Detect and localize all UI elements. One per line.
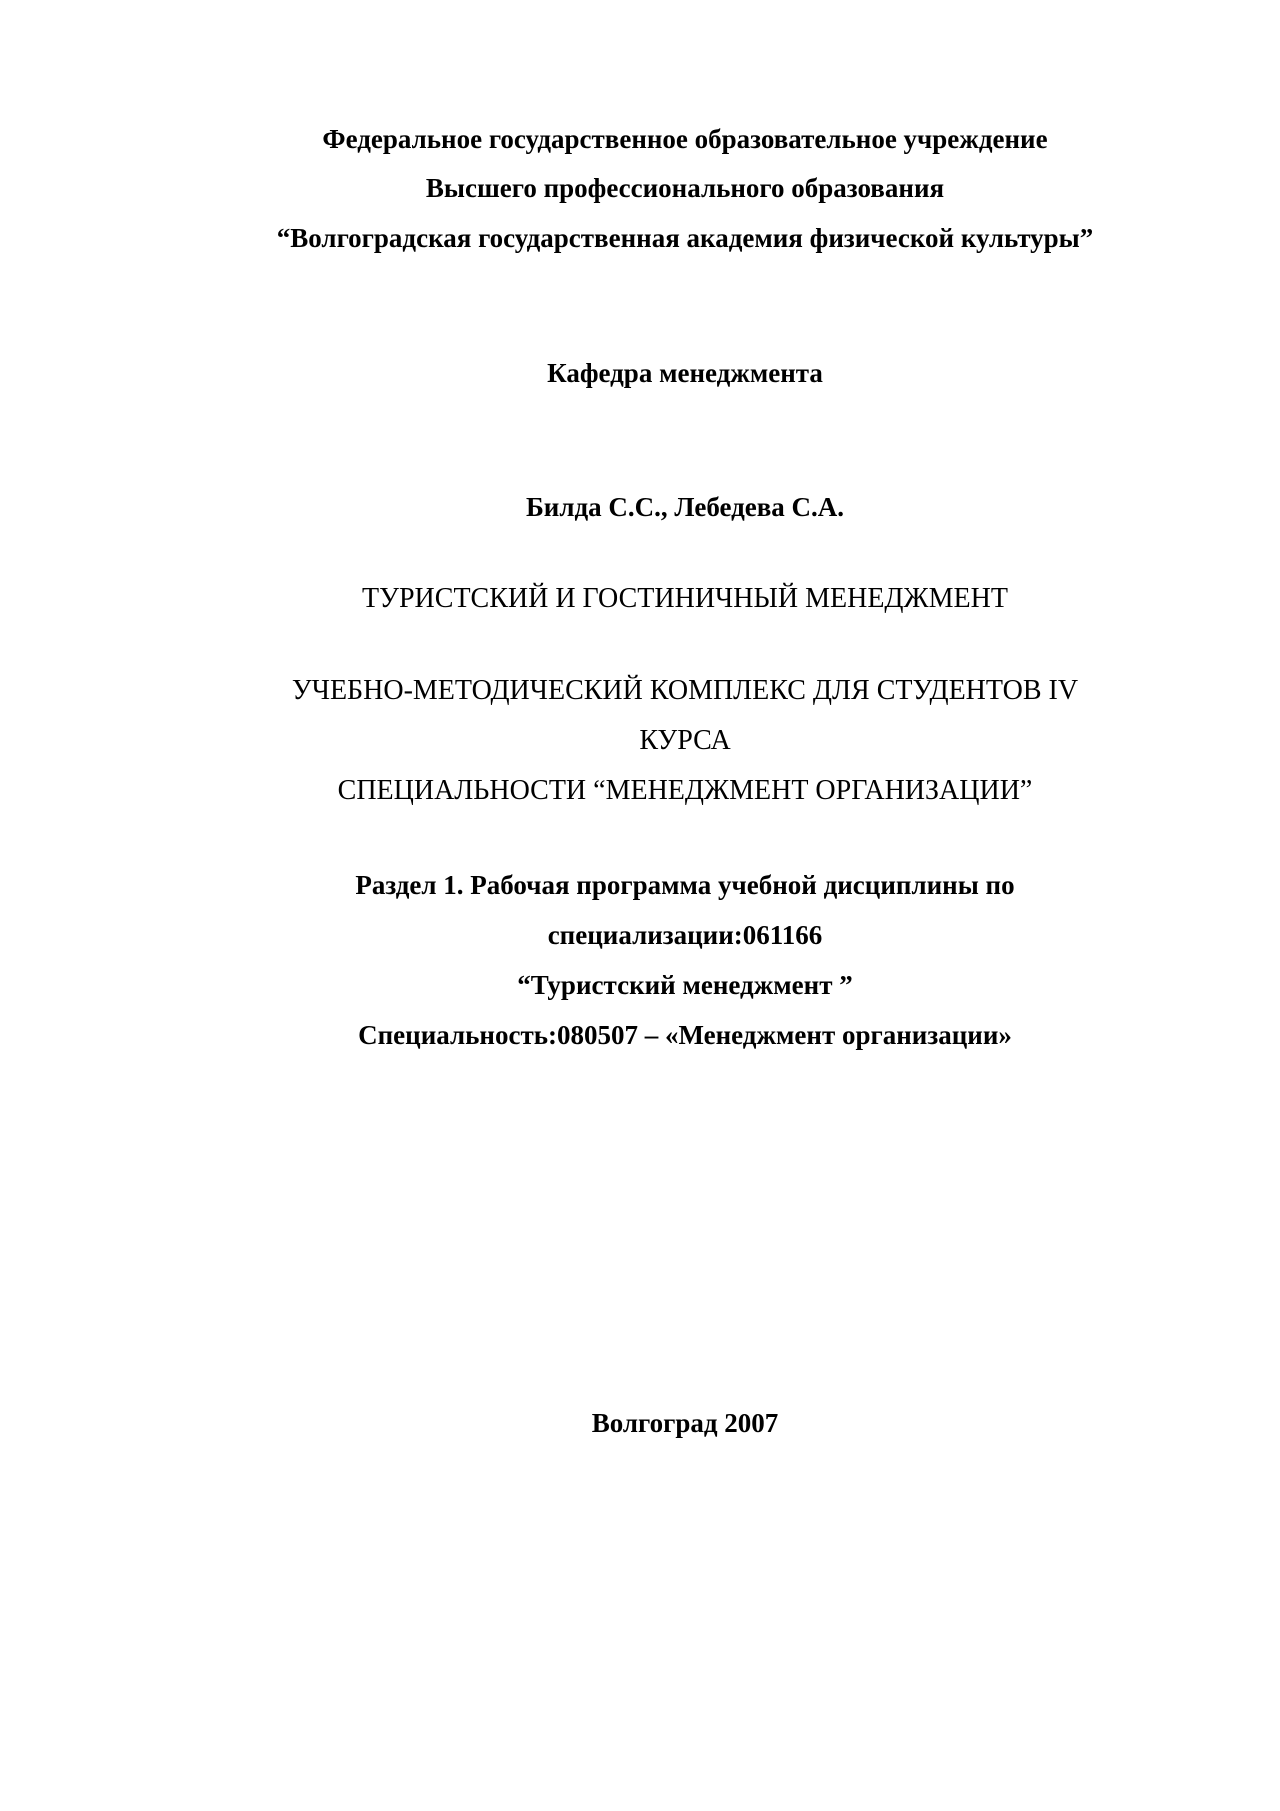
place-year: Волгоград 2007	[591, 1408, 779, 1438]
subtitle-line-2: КУРСА	[639, 725, 731, 756]
section-line-4: Специальность:080507 – «Менеджмент организации»	[358, 1020, 1012, 1050]
institution-line-3: “Волгоградская государственная академия физической культуры”	[276, 223, 1094, 253]
section-line-3: “Туристский менеджмент ”	[517, 970, 853, 1000]
subtitle-line-1: УЧЕБНО-МЕТОДИЧЕСКИЙ КОМПЛЕКС ДЛЯ СТУДЕНТОВ IV	[291, 675, 1079, 706]
department-name: Кафедра менеджмента	[547, 358, 823, 388]
subtitle-line-3: СПЕЦИАЛЬНОСТИ “МЕНЕДЖМЕНТ ОРГАНИЗАЦИИ”	[337, 775, 1033, 806]
authors: Билда С.С., Лебедева С.А.	[525, 492, 845, 522]
section-line-2: специализации:061166	[547, 920, 823, 950]
document-title: ТУРИСТСКИЙ И ГОСТИНИЧНЫЙ МЕНЕДЖМЕНТ	[362, 583, 1008, 614]
institution-line-1: Федеральное государственное образовательное учреждение	[322, 124, 1048, 154]
institution-line-2: Высшего профессионального образования	[425, 173, 945, 203]
section-line-1: Раздел 1. Рабочая программа учебной дисциплины по	[355, 870, 1015, 900]
